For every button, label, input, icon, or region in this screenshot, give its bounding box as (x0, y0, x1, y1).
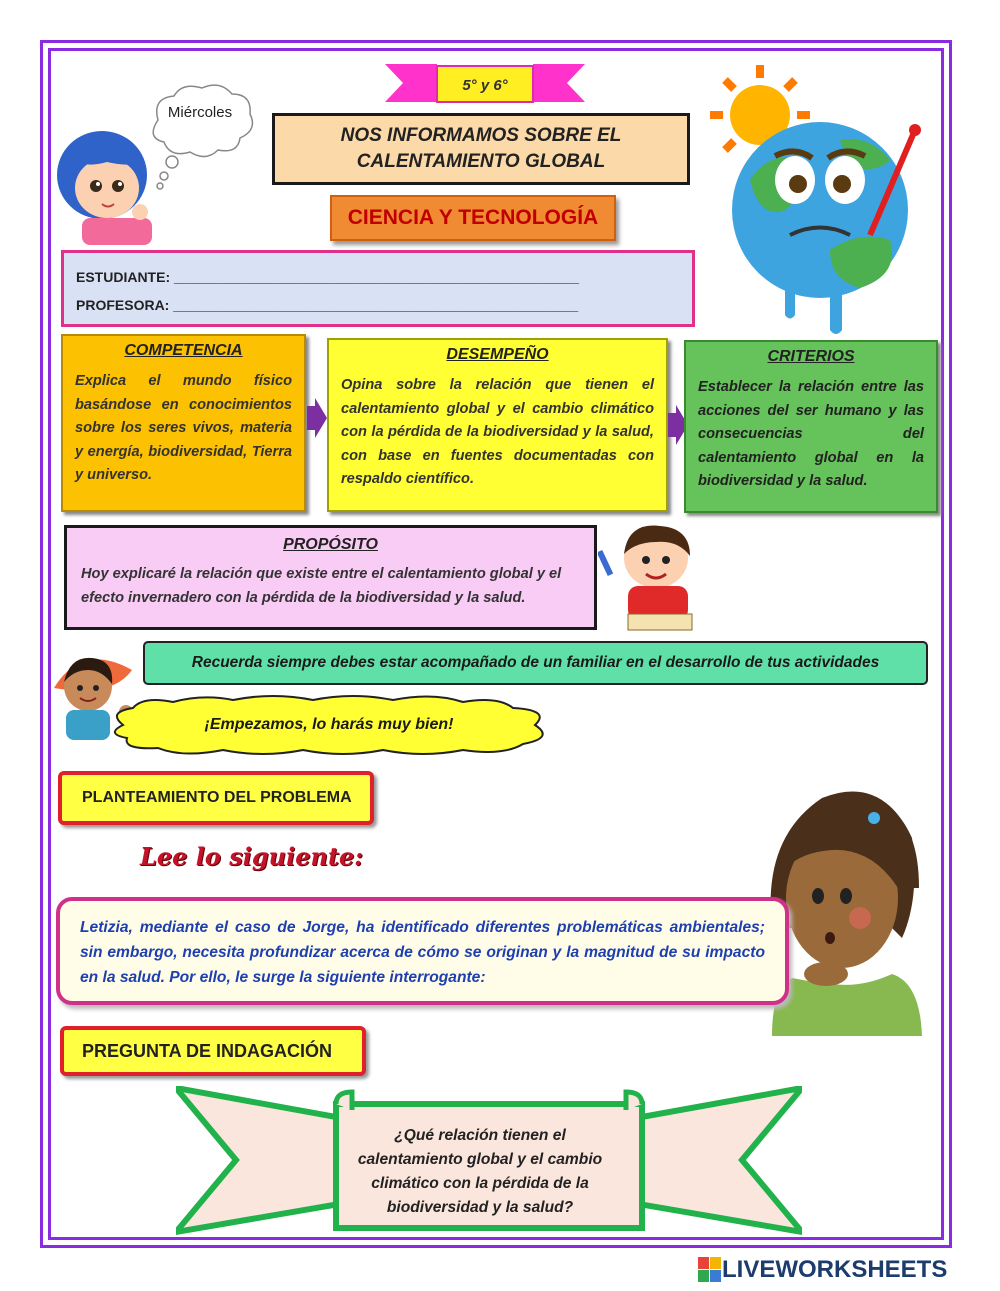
desempeno-card (327, 338, 668, 512)
thought-bubble (140, 80, 260, 190)
competencia-text: Explica el mundo físico basándose en conocimientos sobre los seres vivos, materia y energía, biodiversidad, Tierra y universo. (75, 373, 292, 483)
encouragement-label (103, 694, 555, 756)
pencil-icon (598, 550, 613, 576)
subject-text: CIENCIA Y TECNOLOGÍA (347, 206, 599, 229)
inquiry-question-text: ¿Qué relación tienen el calentamiento global y el cambio climático con la pérdida de la biodiversidad y la salud? (357, 1127, 603, 1216)
day-text: Miércoles (167, 104, 233, 121)
problem-heading-text: PLANTEAMIENTO DEL PROBLEMA (82, 789, 352, 806)
proposito-heading: PROPÓSITO (283, 536, 378, 553)
grade-text: 5° y 6° (462, 76, 508, 94)
problem-text-box (56, 897, 789, 1005)
encouragement-text: ¡Empezamos, lo harás muy bien! (204, 716, 454, 733)
inquiry-question (340, 1122, 620, 1222)
footer-brand-text: LIVEWORKSHEETS (722, 1256, 948, 1283)
arrow-right-icon (307, 398, 327, 438)
problem-text: Letizia, mediante el caso de Jorge, ha identificado diferentes problemáticas ambientales; sin embargo, necesita profundizar acerca de cómo se originan y la magnitud de su impacto en la salud. Por ello, le surge la siguiente interrogante: (80, 919, 765, 986)
day-label (150, 104, 250, 134)
liveworksheets-logo-icon (698, 1257, 722, 1283)
boy-reading-illustration (598, 520, 708, 638)
competencia-heading: COMPETENCIA (124, 342, 243, 359)
competencia-card (61, 334, 306, 512)
melting-earth-illustration (690, 60, 950, 340)
read-prompt-text: Lee lo siguiente: (140, 842, 364, 871)
desempeno-text: Opina sobre la relación que tienen el calentamiento global y el cambio climático con la pérdida de la biodiversidad y la salud, con base en fuentes documentadas con respaldo científico. (341, 377, 654, 487)
student-info-box (61, 250, 695, 327)
desempeno-heading: DESEMPEÑO (446, 346, 549, 363)
criterios-text: Establecer la relación entre las acciones del ser humano y las consecuencias del calentamiento global en la biodiversidad y la salud. (698, 379, 924, 489)
page-title-text: NOS INFORMAMOS SOBRE EL CALENTAMIENTO GLOBAL (340, 125, 622, 172)
read-prompt (140, 842, 363, 871)
problem-heading (58, 771, 374, 825)
criterios-heading: CRITERIOS (767, 348, 855, 365)
grade-label (437, 66, 533, 104)
criterios-card (684, 340, 938, 513)
page-title (272, 113, 690, 185)
student-field[interactable]: ESTUDIANTE: ____________________________________________________ (76, 269, 579, 285)
proposito-box (64, 525, 597, 630)
inquiry-heading (60, 1026, 366, 1076)
proposito-text: Hoy explicaré la relación que existe entre el calentamiento global y el efecto invernadero con la pérdida de la biodiversidad y la salud. (81, 566, 562, 606)
teacher-field[interactable]: PROFESORA: ____________________________________________________ (76, 297, 579, 313)
reminder-text: Recuerda siempre debes estar acompañado de un familiar en el desarrollo de tus actividades (191, 654, 880, 671)
reminder-banner (143, 641, 928, 685)
inquiry-heading-text: PREGUNTA DE INDAGACIÓN (82, 1040, 333, 1061)
subject-banner (330, 195, 616, 241)
footer-brand (698, 1254, 998, 1286)
